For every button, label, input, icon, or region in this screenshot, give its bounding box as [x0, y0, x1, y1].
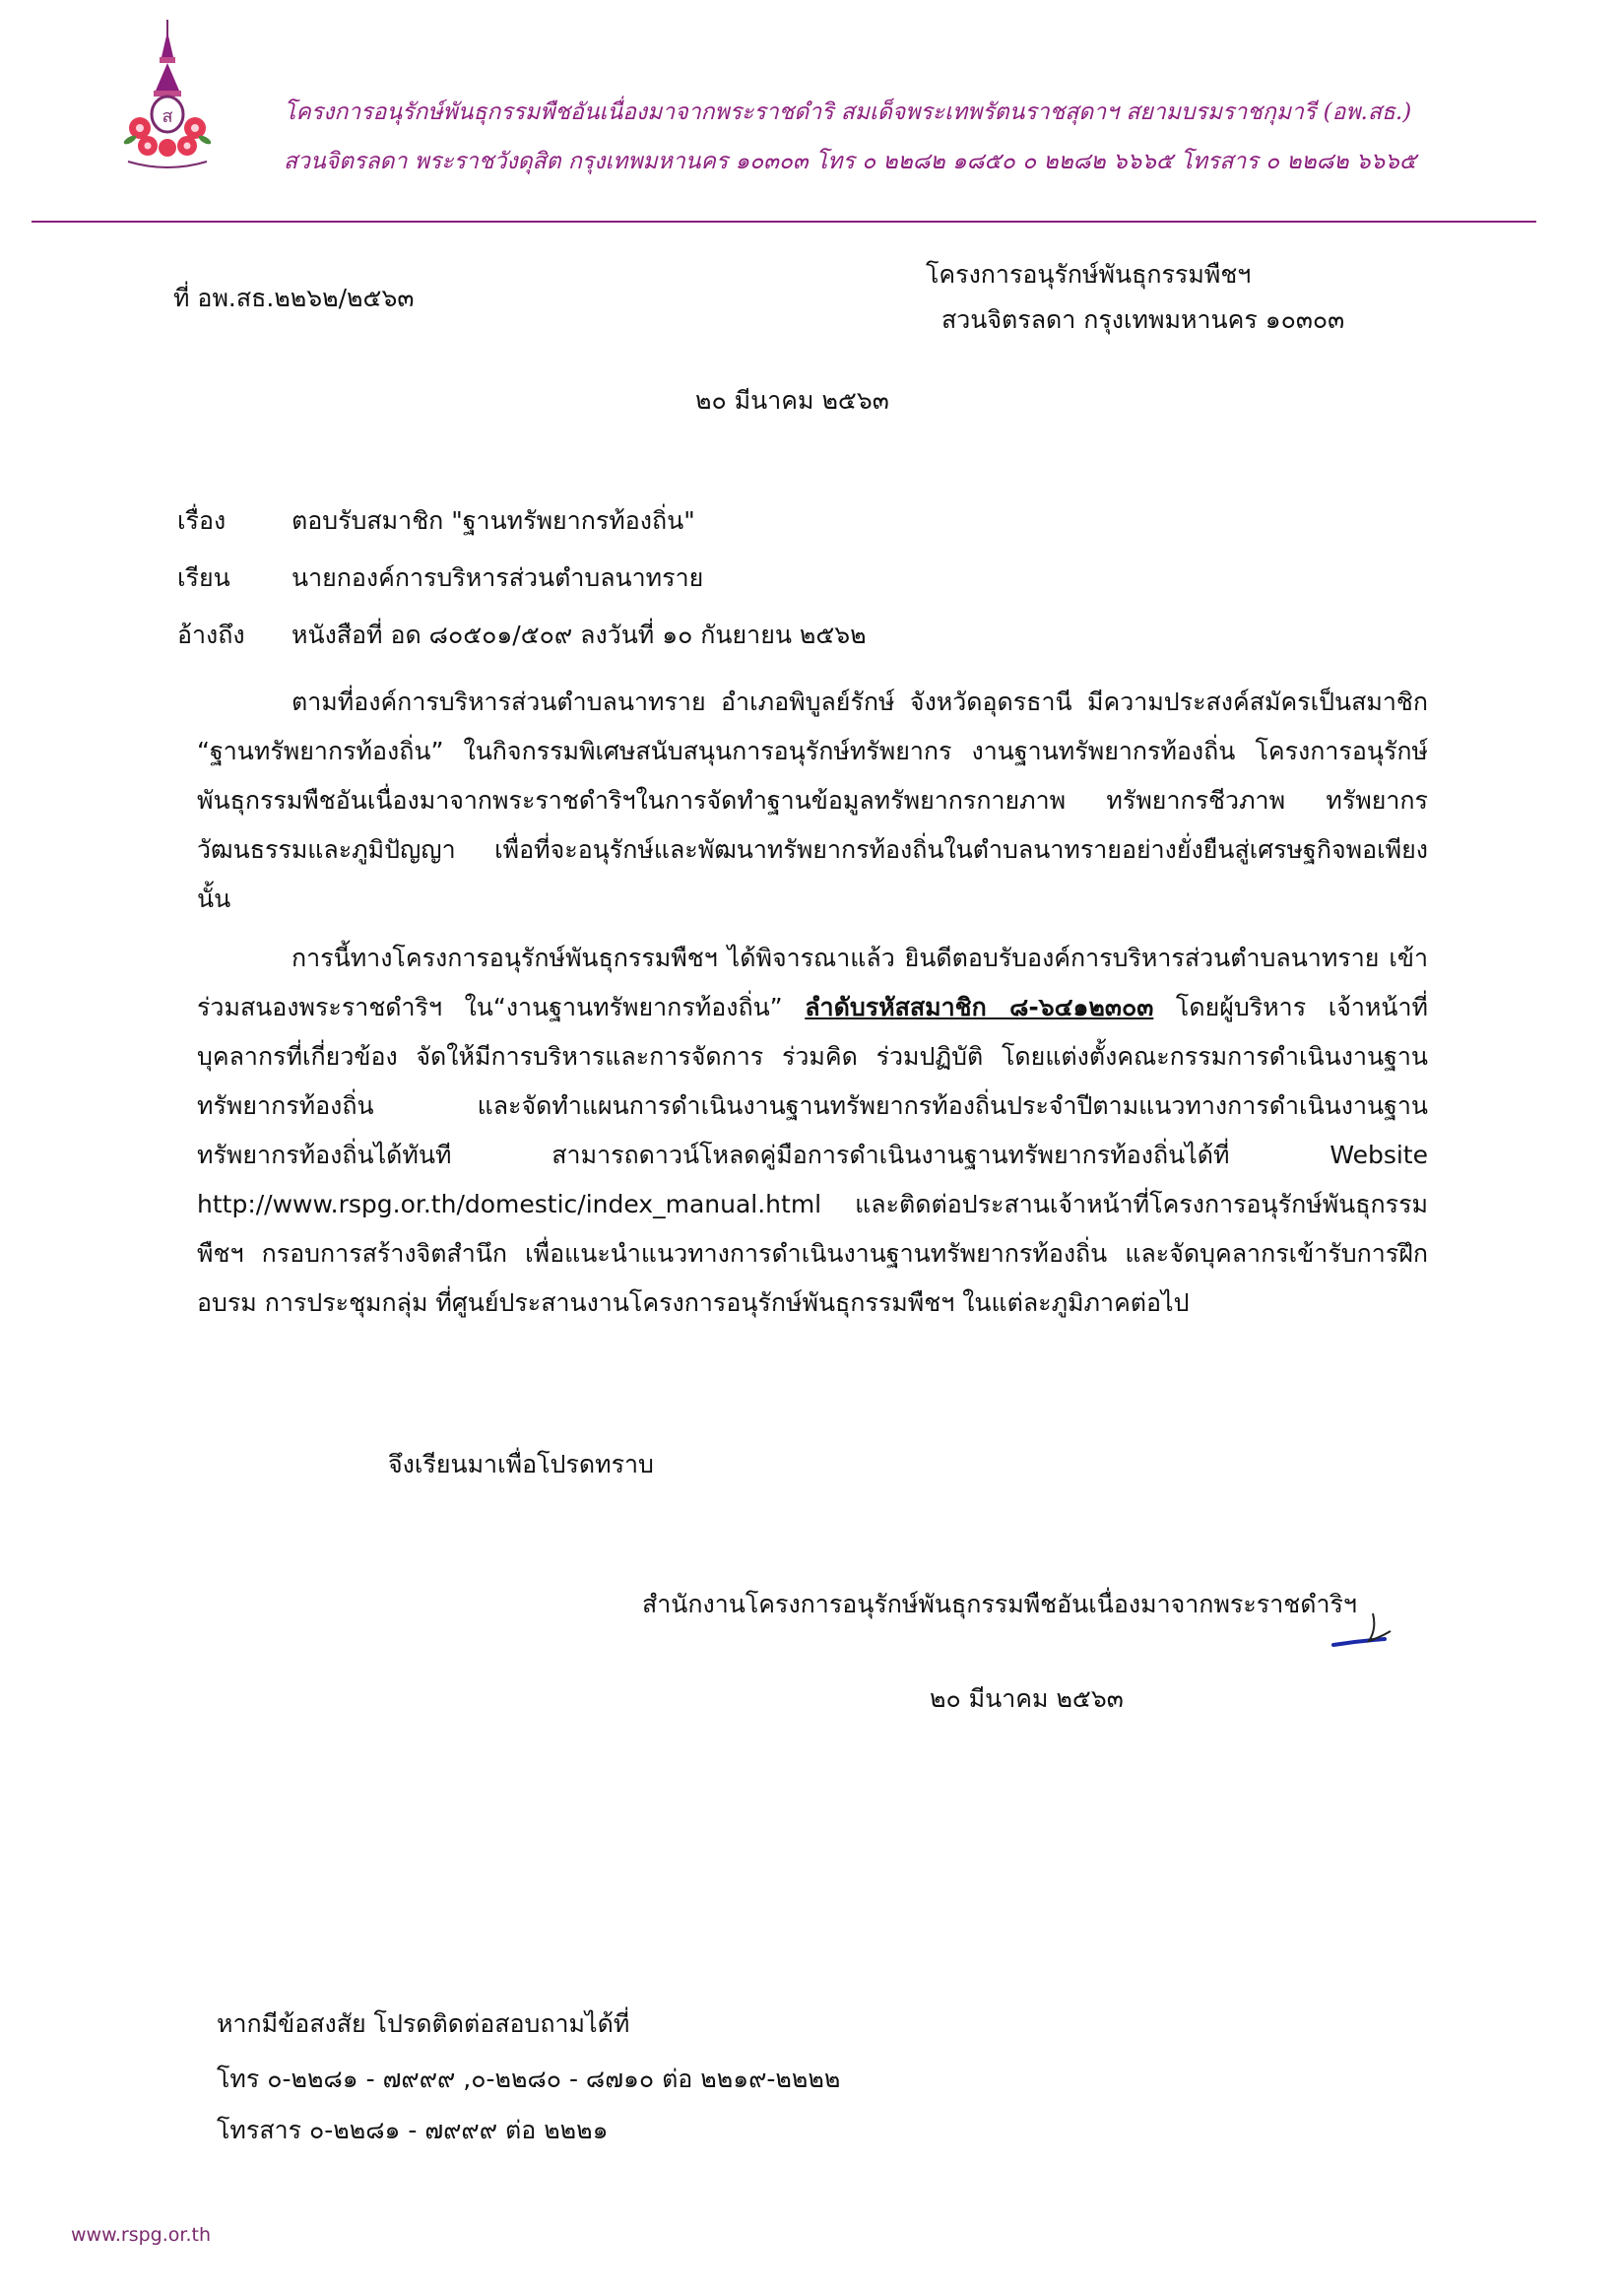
closing-line: จึงเรียนมาเพื่อโปรดทราบ [388, 1450, 654, 1478]
letter-date: ๒๐ มีนาคม ๒๕๖๓ [695, 386, 889, 415]
body-paragraph-2 [197, 934, 1428, 1328]
contact-intro: หากมีข้อสงสัย โปรดติดต่อสอบถามได้ที่ [217, 2009, 630, 2038]
letterhead-org-line: โครงการอนุรักษ์พันธุกรรมพืชอันเนื่องมาจากพระราชดำริ สมเด็จพระเทพรัตนราชสุดาฯ สยามบรมราชกุมารี (อพ.สธ.) [284, 99, 1412, 125]
sender-name: โครงการอนุรักษ์พันธุกรรมพืชฯ [926, 260, 1252, 289]
sender-address: สวนจิตรลดา กรุงเทพมหานคร ๑๐๓๐๓ [941, 305, 1345, 334]
member-code: ลำดับรหัสสมาชิก ๘-๖๔๑๒๓๐๓ [805, 993, 1154, 1021]
body-paragraph-1: ตามที่องค์การบริหารส่วนตำบลนาทราย อำเภอพิบูลย์รักษ์ จังหวัดอุดรธานี มีความประสงค์สมัครเป็นสมาชิก “ฐานทรัพยากรท้องถิ่น” ในกิจกรรมพิเศษสนับสนุนการอนุรักษ์ทรัพยากร งานฐานทรัพยากรท้องถิ่น โครงการอนุรักษ์พันธุกรรมพืชอันเนื่องมาจากพระราชดำริฯในการจัดทำฐานข้อมูลทรัพยากรกายภาพ ทรัพยากรชีวภาพ ทรัพยากรวัฒนธรรมและภูมิปัญญา เพื่อที่จะอนุรักษ์และพัฒนาทรัพยากรท้องถิ่นในตำบลนาทรายอย่างยั่งยืนสู่เศรษฐกิจพอเพียง นั้น [197, 688, 1428, 913]
paragraph-2-part-2: โดยผู้บริหาร เจ้าหน้าที่ บุคลากรที่เกี่ยวข้อง จัดให้มีการบริหารและการจัดการ ร่วมคิด ร่วมปฏิบัติ โดยแต่งตั้งคณะกรรมการดำเนินงานฐานทรัพยากรท้องถิ่น และจัดทำแผนการดำเนินงานฐานทรัพยากรท้องถิ่นประจำปีตามแนวทางการดำเนินงานฐานทรัพยากรท้องถิ่นได้ทันที สามารถดาวน์โหลดคู่มือการดำเนินงานฐานทรัพยากรท้องถิ่นได้ที่ Website http://www.rspg.or.th/domestic/index_manual.html และติดต่อประสานเจ้าหน้าที่โครงการอนุรักษ์พันธุกรรมพืชฯ กรอบการสร้างจิตสำนึก เพื่อแนะนำแนวทางการดำเนินงานฐานทรัพยากรท้องถิ่น และจัดบุคลากรเข้ารับการฝึกอบรม การประชุมกลุ่ม ที่ศูนย์ประสานงานโครงการอนุรักษ์พันธุกรรมพืชฯ ในแต่ละภูมิภาคต่อไป [197, 993, 1429, 1317]
reference-label: อ้างถึง [177, 621, 245, 649]
letterhead-divider [32, 221, 1536, 223]
contact-fax: โทรสาร ๐-๒๒๘๑ - ๗๙๙๙ ต่อ ๒๒๒๑ [217, 2116, 609, 2144]
reference-number: ที่ อพ.สธ.๒๒๖๒/๒๕๖๓ [173, 284, 415, 312]
recipient-label: เรียน [177, 563, 230, 592]
recipient-value: นายกองค์การบริหารส่วนตำบลนาทราย [292, 563, 704, 592]
subject-label: เรื่อง [177, 506, 227, 535]
signature-organization: สำนักงานโครงการอนุรักษ์พันธุกรรมพืชอันเนื่องมาจากพระราชดำริฯ [642, 1590, 1357, 1618]
signature-mark [1329, 1611, 1408, 1651]
paragraph-2-part-1: การนี้ทางโครงการอนุรักษ์พันธุกรรมพืชฯ ได้พิจารณาแล้ว ยินดีตอบรับองค์การบริหารส่วนตำบลนาทราย เข้าร่วมสนองพระราชดำริฯ ใน“งานฐานทรัพยากรท้องถิ่น” [197, 944, 1428, 1021]
contact-phone: โทร ๐-๒๒๘๑ - ๗๙๙๙ ,๐-๒๒๘๐ - ๘๗๑๐ ต่อ ๒๒๑๙-๒๒๒๒ [217, 2065, 841, 2093]
signature-date: ๒๐ มีนาคม ๒๕๖๓ [930, 1684, 1124, 1713]
rspg-emblem-logo [122, 18, 213, 173]
footer-website: www.rspg.or.th [71, 2224, 212, 2246]
svg-text:ส: ส [162, 106, 173, 127]
reference-value: หนังสือที่ อด ๘๐๕๐๑/๕๐๙ ลงวันที่ ๑๐ กันยายน ๒๕๖๒ [292, 621, 867, 649]
letterhead-address-line: สวนจิตรลดา พระราชวังดุสิต กรุงเทพมหานคร ๑๐๓๐๓ โทร ๐ ๒๒๘๒ ๑๘๕๐ ๐ ๒๒๘๒ ๖๖๖๕ โทรสาร ๐ ๒๒๘๒ ๖๖๖๕ [284, 149, 1417, 174]
subject-value: ตอบรับสมาชิก "ฐานทรัพยากรท้องถิ่น" [292, 506, 695, 535]
